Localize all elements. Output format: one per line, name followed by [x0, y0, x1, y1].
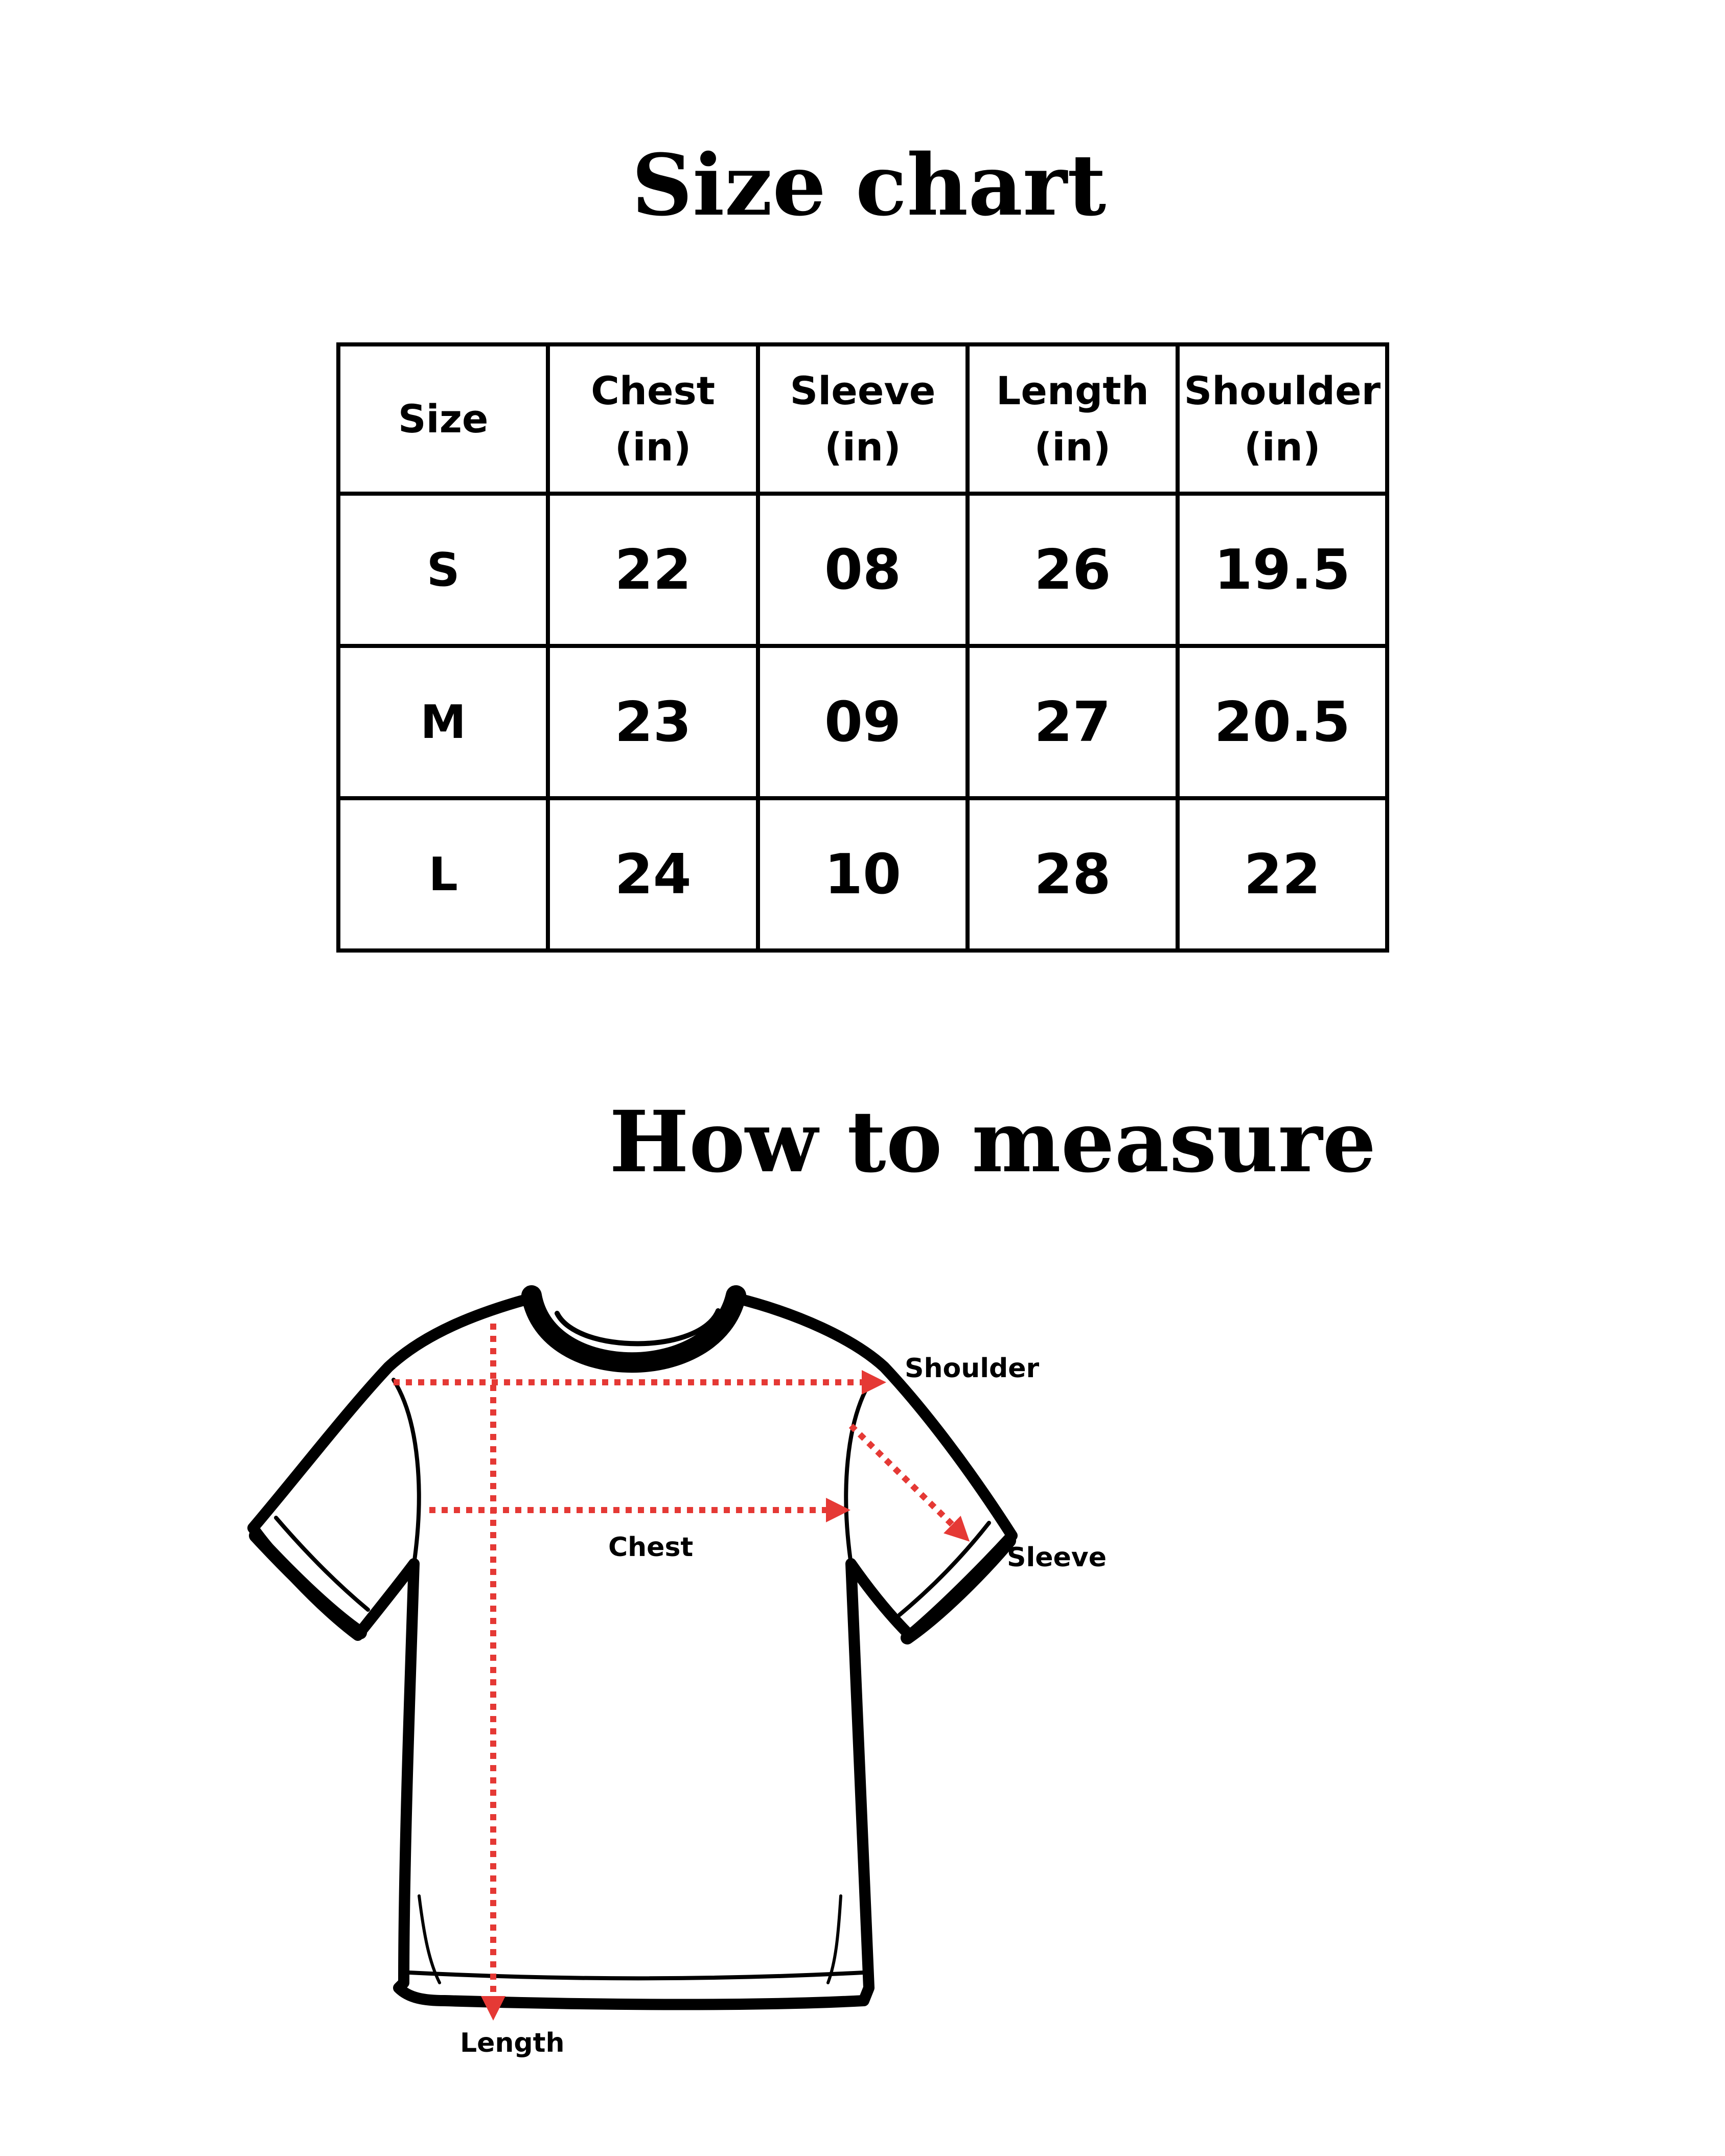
page-title: Size chart — [631, 135, 1107, 235]
header-chest — [548, 344, 757, 494]
chest-label: Chest — [608, 1532, 694, 1563]
header-sleeve-label: Sleeve — [790, 367, 936, 413]
header-chest-unit: (in) — [614, 424, 692, 470]
length-cell: 28 — [968, 798, 1177, 951]
table-row — [338, 494, 1387, 646]
header-chest-label: Chest — [591, 367, 716, 413]
size-table — [336, 342, 1389, 953]
table-header-row — [338, 344, 1387, 494]
sleeve-label: Sleeve — [1007, 1542, 1107, 1573]
tshirt-outline — [253, 1298, 1012, 2005]
table-row — [338, 646, 1387, 798]
header-shoulder-unit: (in) — [1244, 424, 1321, 470]
shoulder-cell: 20.5 — [1178, 646, 1387, 798]
table-row — [338, 798, 1387, 951]
header-shoulder — [1178, 344, 1387, 494]
header-sleeve-unit: (in) — [824, 424, 901, 470]
tshirt-icon — [253, 1295, 1012, 2005]
length-cell: 27 — [968, 646, 1177, 798]
header-length — [968, 344, 1177, 494]
chest-cell: 22 — [548, 494, 757, 646]
shoulder-label: Shoulder — [905, 1353, 1040, 1384]
length-label: Length — [460, 2028, 565, 2058]
header-sleeve — [758, 344, 968, 494]
chest-cell: 23 — [548, 646, 757, 798]
length-cell: 26 — [968, 494, 1177, 646]
shoulder-cell: 22 — [1178, 798, 1387, 951]
sleeve-cell: 08 — [758, 494, 968, 646]
header-size — [338, 344, 548, 494]
sleeve-cell: 10 — [758, 798, 968, 951]
size-cell: M — [338, 646, 548, 798]
chest-cell: 24 — [548, 798, 757, 951]
size-cell: S — [338, 494, 548, 646]
section-title: How to measure — [609, 1092, 1376, 1191]
header-length-label: Length — [996, 367, 1149, 413]
measure-diagram — [0, 1257, 1725, 2075]
header-shoulder-label: Shoulder — [1184, 367, 1381, 413]
size-cell: L — [338, 798, 548, 951]
sleeve-cell: 09 — [758, 646, 968, 798]
header-length-unit: (in) — [1034, 424, 1111, 470]
shoulder-cell: 19.5 — [1178, 494, 1387, 646]
header-size-label: Size — [398, 396, 489, 442]
